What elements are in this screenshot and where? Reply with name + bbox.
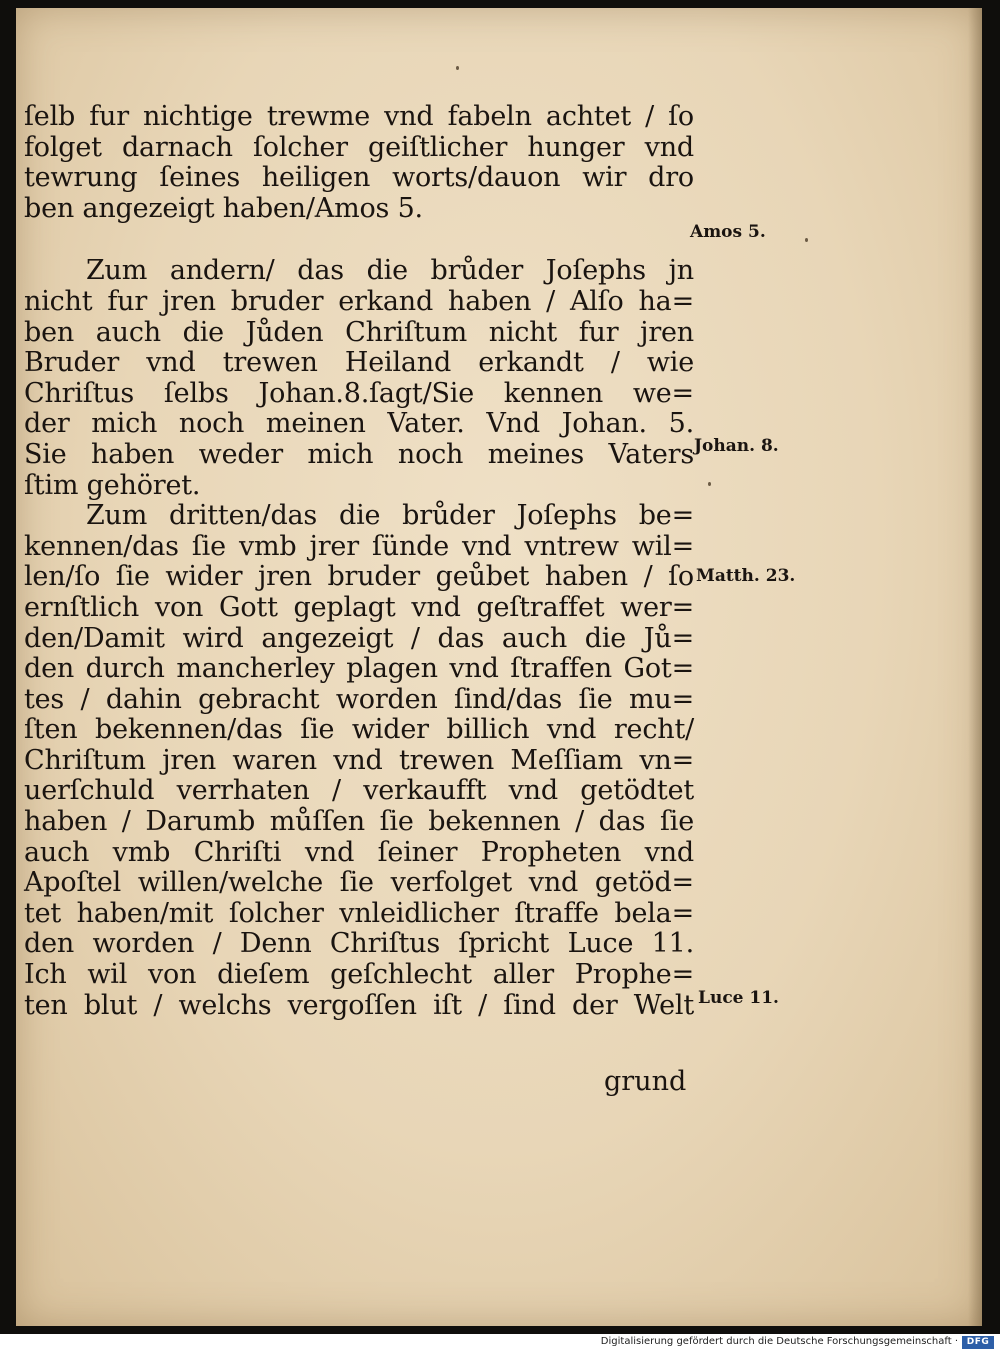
text-line: Apoſtel willen/welche ſie verfolget vnd getöd= <box>24 867 694 899</box>
text-line: len/ſo ſie wider jren bruder geůbet haben / ſo <box>24 561 694 593</box>
text-line: haben / Darumb můſſen ſie bekennen / das ſie <box>24 806 694 838</box>
text-line: Ich wil von dieſem geſchlecht aller Prophe= <box>24 959 694 991</box>
margin-note-luce: Luce 11. <box>698 988 779 1008</box>
text-line: nicht fur jren bruder erkand haben / Alſo ha= <box>24 285 694 317</box>
text-line: Sie haben weder mich noch meines Vaters <box>24 438 694 470</box>
text-line: Zum dritten/das die brůder Joſephs be= <box>86 500 694 532</box>
funding-credit: Digitalisierung gefördert durch die Deutsche Forschungsgemeinschaft · <box>600 1336 958 1347</box>
text-line: tewrung ſeines heiligen worts/dauon wir dro <box>24 162 694 194</box>
text-line: der mich noch meinen Vater. Vnd Johan. 5. <box>24 408 694 440</box>
text-line: ſelb fur nichtige trewme vnd fabeln achtet / ſo <box>24 101 694 132</box>
text-line: den/Damit wird angezeigt / das auch die Jů= <box>24 622 694 654</box>
catchword: grund <box>604 1066 687 1097</box>
text-line: tes / dahin gebracht worden ſind/das ſie mu= <box>24 683 694 715</box>
text-line: Chriſtum jren waren vnd trewen Meſſiam vn= <box>24 744 694 776</box>
text-line: tet haben/mit ſolcher vnleidlicher ſtraffe bela= <box>24 897 694 929</box>
text-line: ernſtlich von Gott geplagt vnd geſtraffet wer= <box>24 591 694 623</box>
page-edge-shadow <box>968 8 982 1326</box>
text-line: kennen/das ſie vmb jrer ſünde vnd vntrew wil= <box>24 530 694 562</box>
paper-speck <box>708 482 711 486</box>
text-line: auch vmb Chriſti vnd ſeiner Propheten vnd <box>24 836 694 868</box>
text-line: ten blut / welchs vergoſſen iſt / ſind der Welt <box>24 989 694 1021</box>
text-line: ſtim gehöret. <box>24 469 201 501</box>
text-line: Bruder vnd trewen Heiland erkandt / wie <box>24 347 694 379</box>
text-line: den durch mancherley plagen vnd ſtraffen Got= <box>24 653 694 685</box>
text-line: Zum andern/ das die brůder Joſephs jn <box>86 255 694 287</box>
text-line: uerſchuld verrhaten / verkaufft vnd getödtet <box>24 775 694 807</box>
text-line: ſten bekennen/das ſie wider billich vnd recht/ <box>24 714 694 746</box>
body-text <box>24 102 694 1021</box>
text-line: ben angezeigt haben/Amos 5. <box>24 192 423 224</box>
text-line: ben auch die Jůden Chriſtum nicht fur jren <box>24 316 694 348</box>
text-line: folget darnach ſolcher geiſtlicher hunger vnd <box>24 131 694 163</box>
margin-note-amos: Amos 5. <box>690 222 766 242</box>
margin-note-matth: Matth. 23. <box>696 566 796 586</box>
paper-speck <box>456 66 459 70</box>
text-line: den worden / Denn Chriſtus ſpricht Luce 11. <box>24 928 694 960</box>
text-line: Chriſtus ſelbs Johan.8.ſagt/Sie kennen we= <box>24 377 694 409</box>
dfg-logo: DFG <box>962 1336 994 1349</box>
margin-note-johan: Johan. 8. <box>694 436 779 456</box>
paper-speck <box>805 238 808 242</box>
